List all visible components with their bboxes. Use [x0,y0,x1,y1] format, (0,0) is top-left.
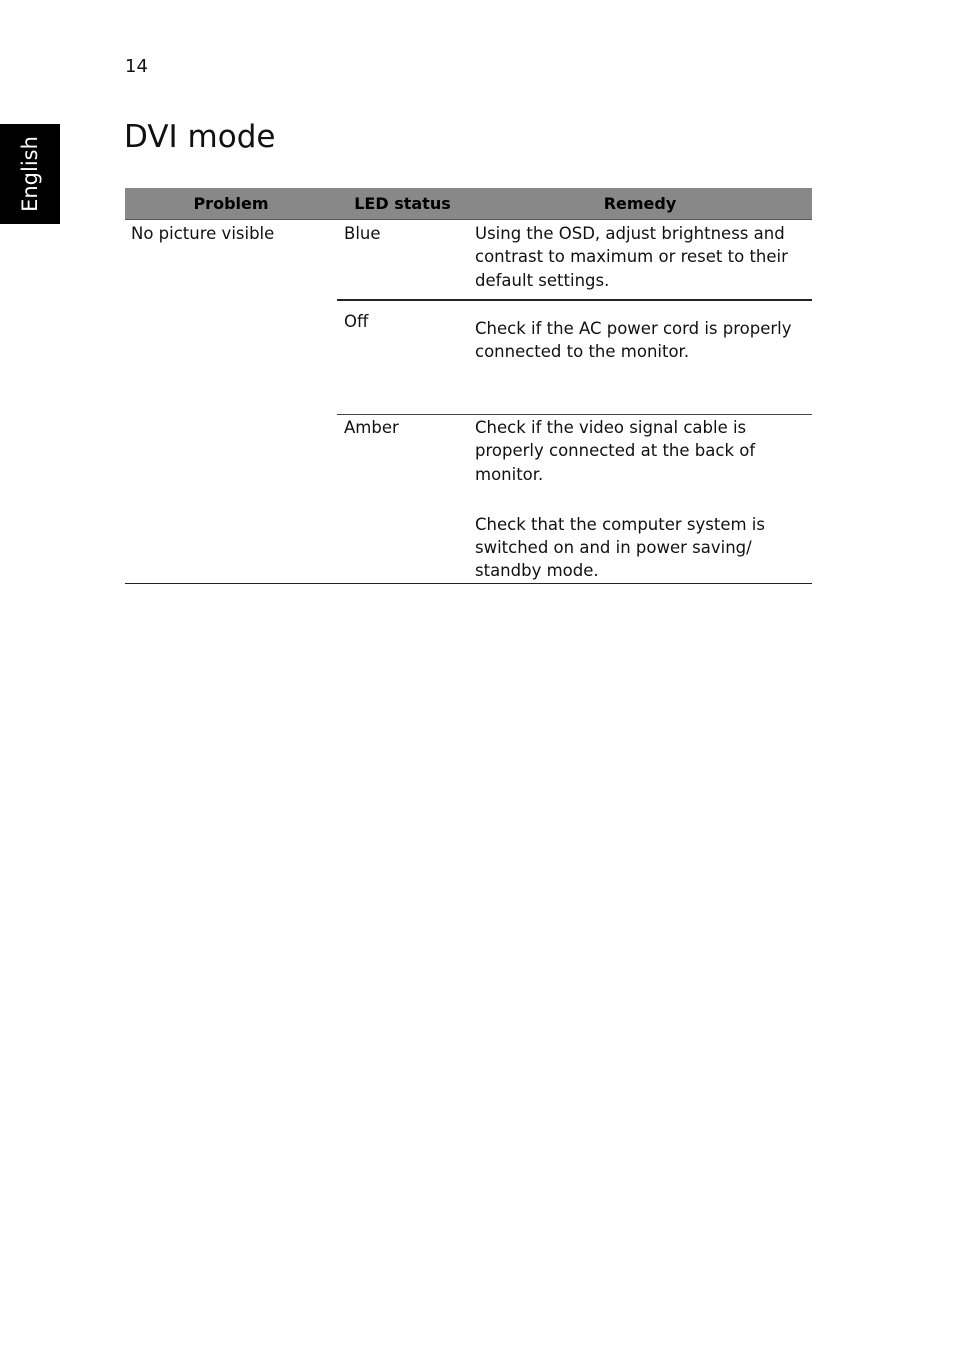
remedy-cell [468,220,812,301]
language-tab [0,124,60,224]
led-status-cell: Off [337,300,468,415]
remedy-text: Using the OSD, adjust brightness and contrast to maximum or reset to their default settings. [475,224,788,290]
table-header-row [125,188,812,220]
page-title: DVI mode [124,119,276,155]
troubleshooting-table [125,188,812,584]
led-status-cell: Amber [337,415,468,584]
remedy-cell [468,300,812,415]
table-row [125,220,812,301]
remedy-text: Check if the AC power cord is properly connected to the monitor. [475,319,792,362]
problem-cell: No picture visible [125,220,337,584]
remedy-cell [468,415,812,584]
header-led-status: LED status [337,188,468,220]
language-tab-label: English [18,136,42,212]
led-status-cell: Blue [337,220,468,301]
page-number: 14 [125,56,148,77]
header-remedy: Remedy [468,188,812,220]
remedy-text: Check if the video signal cable is properly connected at the back of monitor. [475,418,756,484]
remedy-text: Check that the computer system is switched on and in power saving/ standby mode. [475,514,765,581]
header-problem: Problem [125,188,337,220]
